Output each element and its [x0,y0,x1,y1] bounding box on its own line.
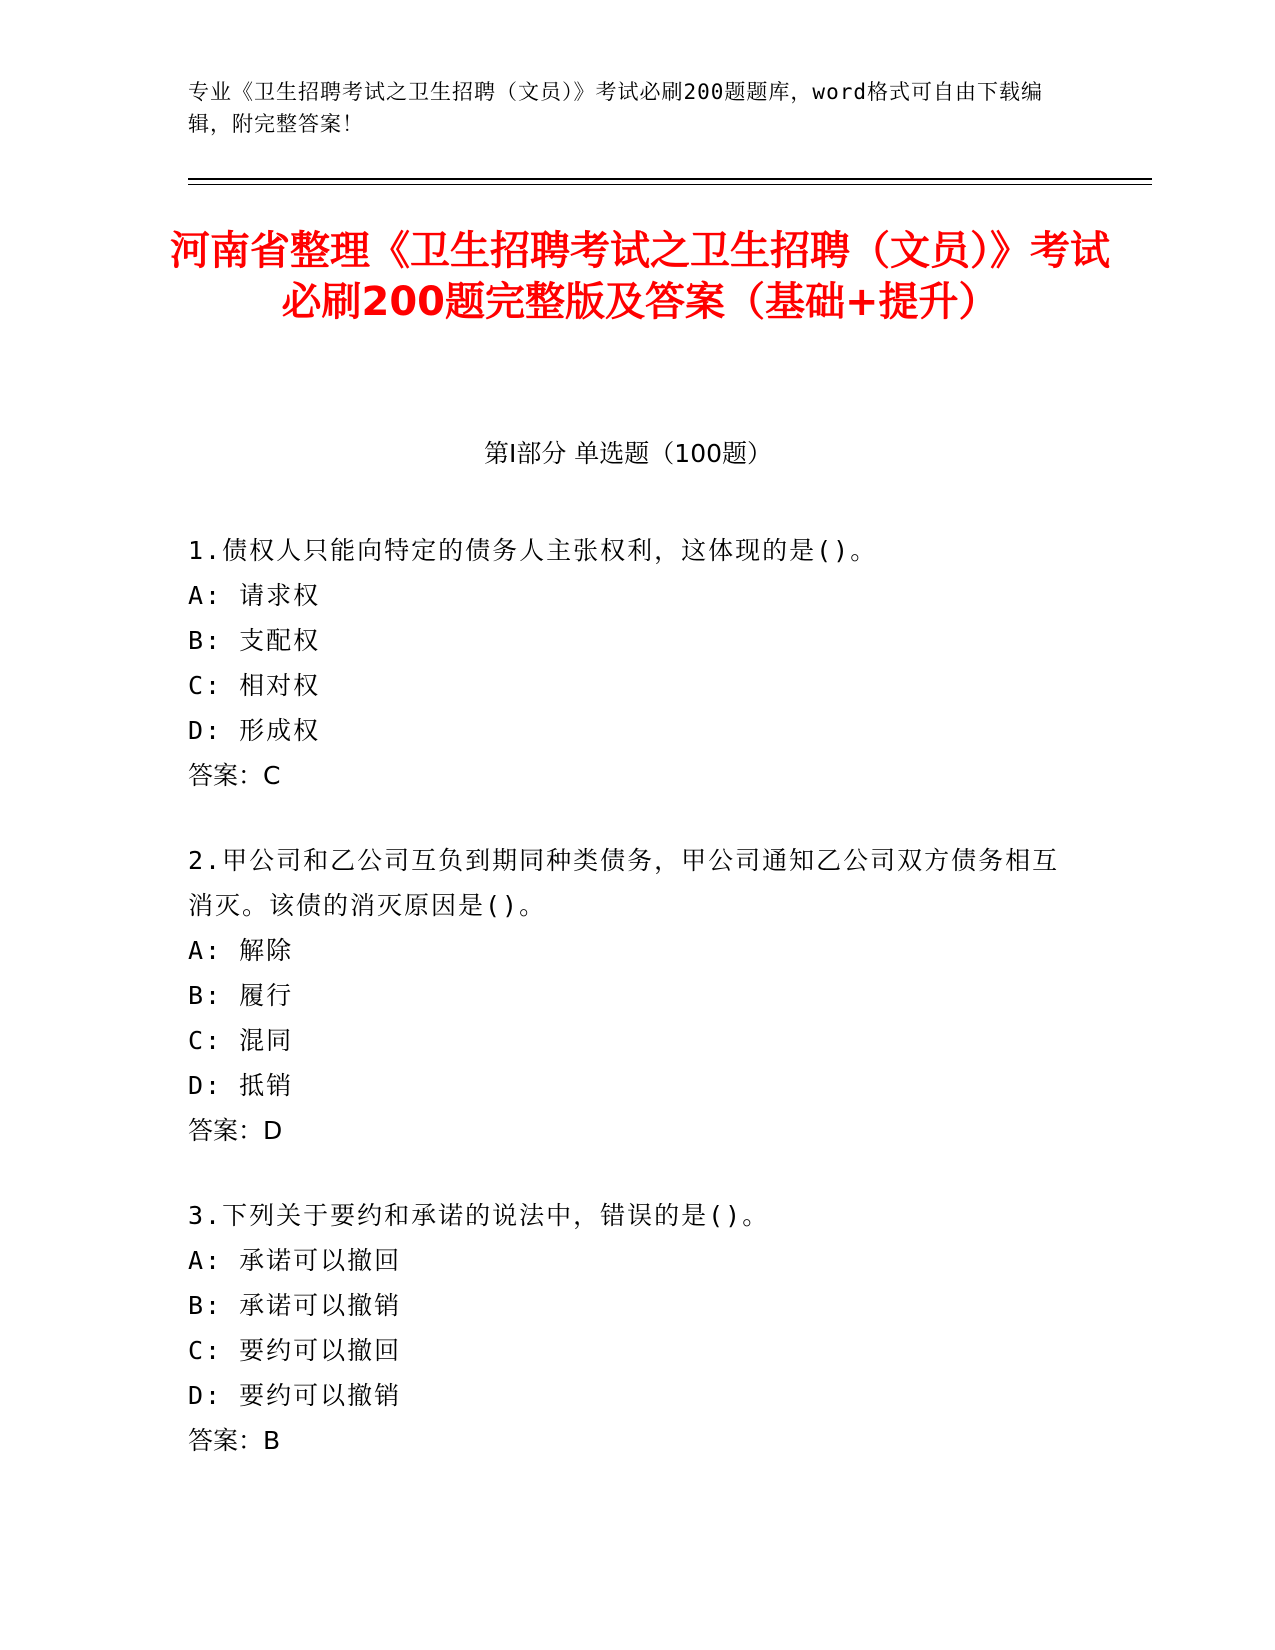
section-heading: 第Ⅰ部分 单选题（100题） [483,439,773,468]
option-d: D: 要约可以撤销 [188,1381,402,1410]
option-b: B: 履行 [188,981,294,1010]
header-note: 专业《卫生招聘考试之卫生招聘（文员）》考试必刷200题题库，word格式可自由下载编辑，附完整答案！ [188,80,1043,136]
question-text: 3.下列关于要约和承诺的说法中，错误的是()。 [188,1201,770,1230]
option-d: D: 抵销 [188,1071,294,1100]
question-item [188,528,1068,798]
option-b: B: 支配权 [188,626,321,655]
header-divider-thick [188,178,1152,180]
option-a: A: 承诺可以撤回 [188,1246,402,1275]
option-c: C: 混同 [188,1026,294,1055]
question-text: 2.甲公司和乙公司互负到期同种类债务，甲公司通知乙公司双方债务相互消灭。该债的消灭原因是()。 [188,846,1060,920]
option-b: B: 承诺可以撤销 [188,1291,402,1320]
answer-line: 答案：C [188,761,281,790]
question-text: 1.债权人只能向特定的债务人主张权利，这体现的是()。 [188,536,878,565]
option-a: A: 解除 [188,936,294,965]
option-d: D: 形成权 [188,716,321,745]
option-c: C: 要约可以撤回 [188,1336,402,1365]
question-item [188,838,1068,1153]
answer-line: 答案：B [188,1426,281,1455]
header-divider-thin [188,184,1152,185]
answer-line: 答案：D [188,1116,283,1145]
option-c: C: 相对权 [188,671,321,700]
question-item [188,1193,1068,1463]
document-title: 河南省整理《卫生招聘考试之卫生招聘（文员）》考试必刷200题完整版及答案（基础+提升） [170,228,1110,325]
option-a: A: 请求权 [188,581,321,610]
question-list [188,528,1068,1503]
